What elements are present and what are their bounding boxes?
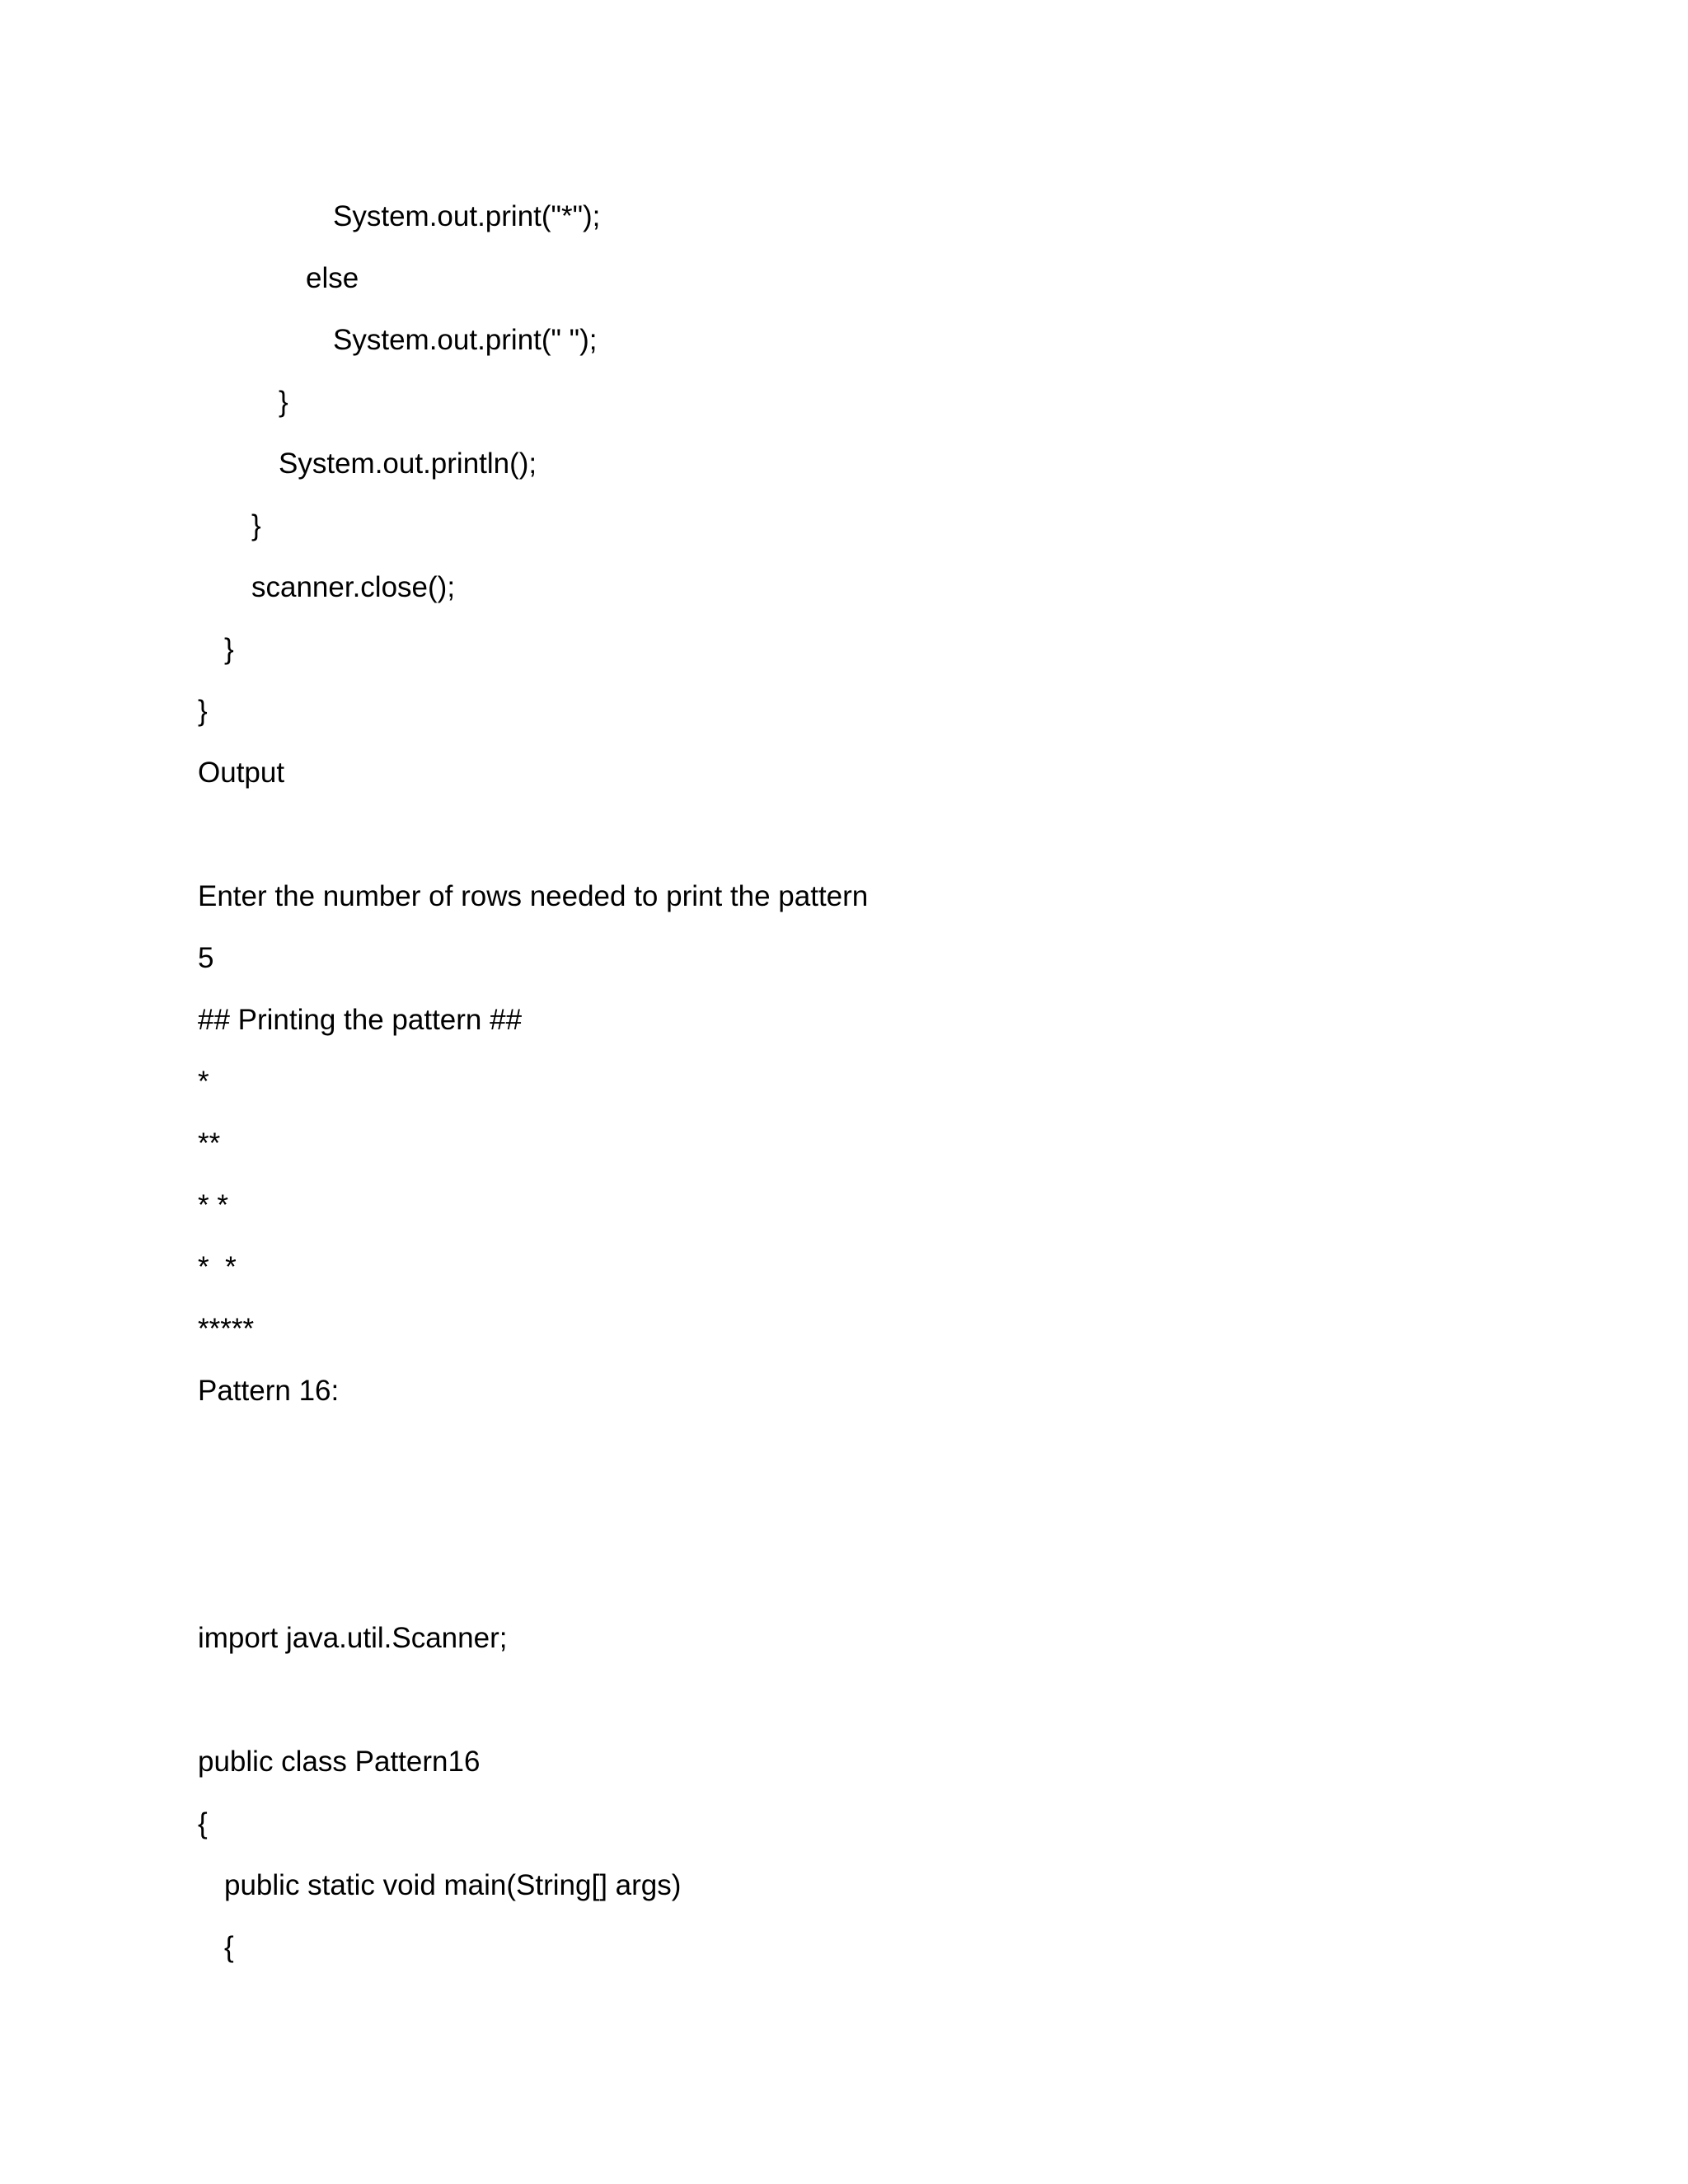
code-line: scanner.close(); bbox=[251, 571, 456, 603]
code-line: public class Pattern16 bbox=[198, 1746, 481, 1778]
code-line: public static void main(String[] args) bbox=[224, 1869, 682, 1901]
section-label: Output bbox=[198, 757, 285, 789]
output-line: Enter the number of rows needed to print the pattern bbox=[198, 880, 869, 912]
output-line: * bbox=[198, 1066, 209, 1098]
code-line: System.out.print(" "); bbox=[333, 324, 598, 356]
code-line: } bbox=[198, 695, 208, 727]
code-line: else bbox=[306, 262, 359, 294]
code-line: } bbox=[224, 633, 234, 665]
code-line: System.out.println(); bbox=[279, 448, 537, 480]
output-line: 5 bbox=[198, 942, 214, 974]
code-line: } bbox=[251, 509, 261, 541]
code-line: import java.util.Scanner; bbox=[198, 1622, 508, 1654]
output-line: * * bbox=[198, 1251, 237, 1283]
output-line: ***** bbox=[198, 1313, 255, 1345]
code-line: } bbox=[279, 386, 288, 418]
code-line: { bbox=[198, 1807, 208, 1840]
code-line: { bbox=[224, 1931, 234, 1963]
section-heading: Pattern 16: bbox=[198, 1375, 340, 1407]
code-line: System.out.print("*"); bbox=[333, 200, 601, 232]
output-line: * * bbox=[198, 1189, 228, 1221]
output-line: ## Printing the pattern ## bbox=[198, 1004, 523, 1036]
output-line: ** bbox=[198, 1127, 221, 1160]
